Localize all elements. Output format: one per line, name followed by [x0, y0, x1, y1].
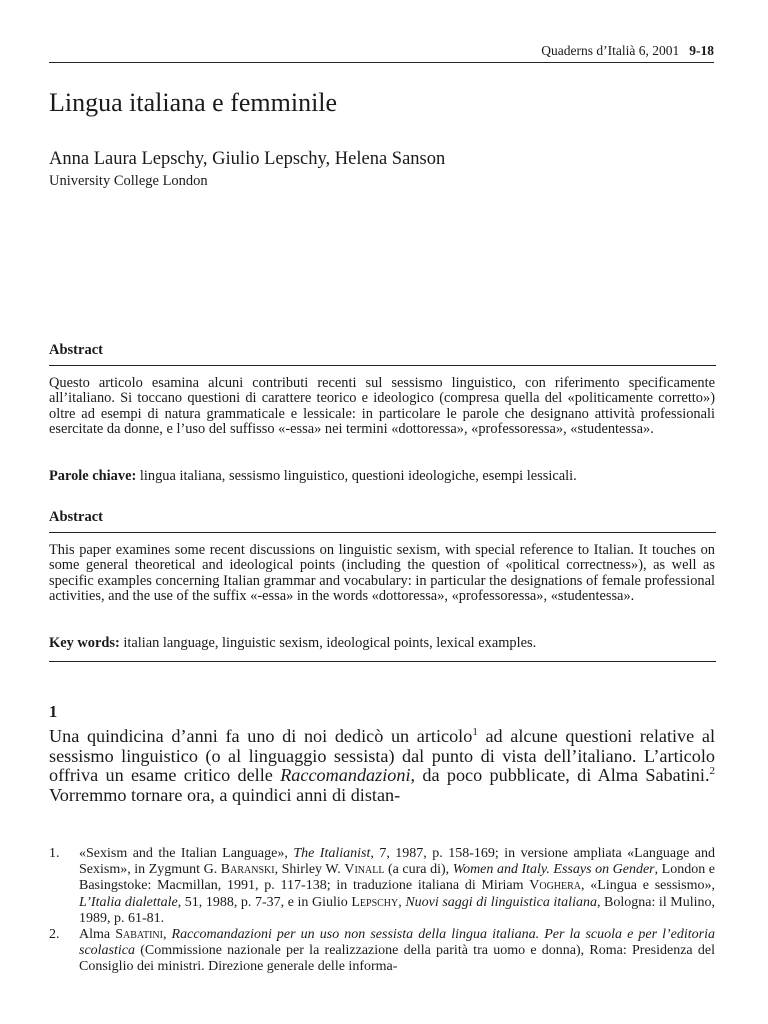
abstract-en-top-rule — [49, 532, 716, 533]
footnote-number: 1. — [49, 846, 60, 861]
body-text-part: Vorremmo tornare ora, a quindici anni di distan- — [49, 784, 401, 805]
body-paragraph — [49, 727, 715, 805]
journal-citation: Quaderns d’Italià 6, 2001 — [541, 43, 680, 58]
abstract-bottom-rule — [49, 661, 716, 662]
footnote-ref-1[interactable]: 1 — [472, 726, 478, 738]
footnote-2: 2. Alma Sabatini, Raccomandazioni per un uso non sessista della lingua italiana. Per la scuola e per l’editoria scolastica (Commissione nazionale per la realizzazione della parità tra uomo e donna), Roma: Presidenza del Consiglio dei ministri. Direzione generale delle informa- — [49, 927, 716, 975]
abstract-it-text: Questo articolo esamina alcuni contributi recenti sul sessismo linguistico, con riferimento specificamente all’italiano. Si toccano questioni di carattere teorico e ideologico (compresa quella del «politicamente corretto») oltre ad esempi di natura grammaticale e lessicale: in particolare le parole che designano attività professionali esercitate da donne, e l’uso del suffisso «-essa» nei termini «dottoressa», «professoressa», «studentessa». — [49, 375, 715, 438]
abstract-it-top-rule — [49, 365, 716, 366]
header-rule — [49, 62, 714, 63]
keywords-en-label: Key words: — [49, 635, 120, 651]
abstract-en-keywords — [49, 635, 715, 651]
footnotes — [49, 846, 715, 976]
author-affiliation: University College London — [49, 173, 208, 189]
running-head — [49, 43, 714, 59]
article-authors: Anna Laura Lepschy, Giulio Lepschy, Helena Sanson — [49, 149, 446, 169]
body-text-part: , da poco pubblicate, di Alma Sabatini. — [410, 765, 710, 785]
abstract-en-heading: Abstract — [49, 509, 103, 525]
body-text-part: Una quindicina d’anni fa uno di noi dedicò un articolo — [49, 726, 473, 746]
footnote-number: 2. — [49, 927, 60, 943]
keywords-it-list: lingua italiana, sessismo linguistico, questioni ideologiche, esempi lessicali. — [139, 468, 577, 484]
body-text-part: ad alcune questioni relative al sessismo linguistico (o al linguaggio sessista) dal punto di vista dell’italiano. L’articolo offriva un esame critico delle — [49, 726, 715, 785]
page-range: 9-18 — [689, 43, 714, 58]
keywords-en-list: italian language, linguistic sexism, ideological points, lexical examples. — [123, 635, 537, 651]
body-text-italic: Raccomandazioni — [280, 765, 411, 785]
abstract-en-text: This paper examines some recent discussions on linguistic sexism, with special reference to Italian. It touches on some general theoretical and ideological points (including the question of «political correctness»), as well as specific examples concerning Italian grammar and vocabulary: in particular the designations of female professional activities, and the use of the suffix «-essa» in the words «dottoressa», «professoressa», «studentessa». — [49, 542, 715, 605]
keywords-it-label: Parole chiave: — [49, 468, 137, 484]
footnote-1: 1. «Sexism and the Italian Language», The Italianist, 7, 1987, p. 158-169; in versione ampliata «Language and Sexism», in Zygmunt G. Baranski, Shirley W. Vinall (a cura di), Women and Italy. Essays on Gender, London e Basingstoke: Macmillan, 1991, p. 117-138; in traduzione italiana di Miriam Voghera, «Lingua e sessismo», L’Italia dialettale, 51, 1988, p. 7-37, e in Giulio Lepschy, Nuovi saggi di linguistica italiana, Bologna: il Mulino, 1989, p. 61-81. — [49, 846, 716, 926]
article-title: Lingua italiana e femminile — [49, 88, 338, 117]
footnote-ref-2[interactable]: 2 — [709, 765, 715, 777]
abstract-it-keywords — [49, 468, 715, 484]
abstract-it-heading: Abstract — [49, 342, 103, 358]
section-number: 1 — [49, 702, 58, 721]
